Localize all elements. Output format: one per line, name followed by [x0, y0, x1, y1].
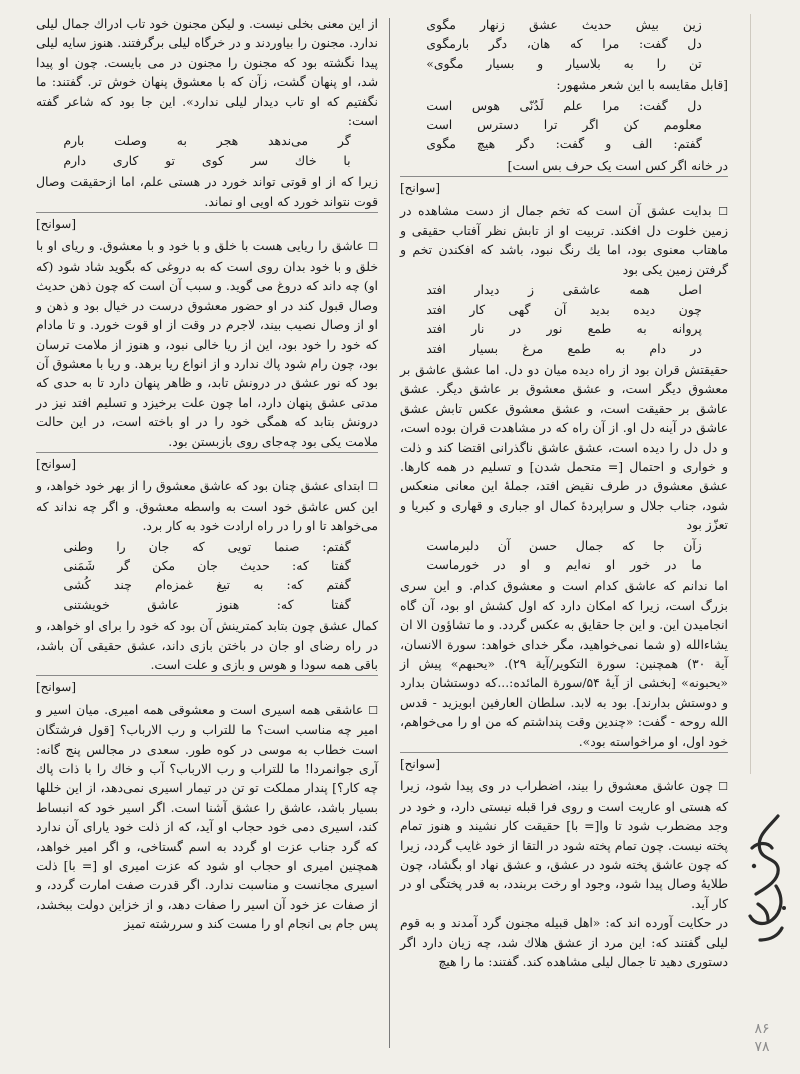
- note-text: [قابل مقایسه با این شعر مشهور:: [556, 77, 728, 93]
- poem-line: زآن جا که جمال حسن آن دلبرماست: [426, 537, 702, 553]
- section-rule: [400, 752, 728, 753]
- right-column: [400, 14, 728, 972]
- section-label: [سوانح]: [400, 181, 441, 196]
- section-rule: [36, 675, 378, 676]
- poem-line: پروانه به طمع نور در نار افتد: [426, 321, 702, 337]
- paragraph-text: ابتدای عشق چنان بود که عاشق معشوق را از بهر خود خواهد، و این کس عاشق خود است به واسطه معشوق. و اگر چه نداند که می‌خواهد تا او را در راه ارادت خود به کار برد.: [36, 478, 378, 534]
- paragraph: در حکایت آورده اند که: «اهل قبیله مجنون گرد آمدند و به قوم لیلی گفتند که: این مرد از عشق هلاك شد، چه زیان دارد اگر دستوری دهید تا جمال لیلی مشاهده کند. گفتند: ما را هیچ: [400, 915, 728, 970]
- paragraph: حقیقتش قران بود از راه دیده میان دو دل. اما عشق عاشق بر معشوق دیگر است، و عشق معشوق بر عاشق دیگر. عشق عاشق بر حقیقت است، و عشق معشوق عکس تابش عشق عاشق در آینه دل او. از آن راه که در مشاهدت قران بوده است، و دل دل را دیده است، عشق عاشق ناگذرانی اقتضا کند و ذلت و خواری و احتمال [= متحمل شدن] و تسلیم در همه کارها. عشق معشوق در طرف نقیض افتد، جملهٔ این معانی منعکس شود، جناب جلال و سراپردهٔ کمال او جباری و قهاری و کبریا و تعزّز بود: [400, 361, 728, 533]
- note-text: در خانه اگر کس است یک حرف بس است]: [507, 157, 728, 173]
- section-label: [سوانح]: [36, 680, 77, 695]
- poem-line: گفتم: صنما تویی که جان را وطنی: [63, 538, 351, 554]
- square-bullet-icon: ☐: [368, 703, 378, 717]
- poem-block: [426, 15, 702, 73]
- poem-block: [426, 536, 702, 575]
- section-label: [سوانح]: [400, 757, 441, 772]
- paragraph: [400, 201, 728, 280]
- paragraph-text: عاشقی همه اسیری است و معشوقی همه امیری. میان اسیر و امیر چه مناسب است؟ ما للتراب و رب الارباب؟ [قول فرشتگان است خطاب به موسی در کوه طور. سعدی در مجالس پنج گانه: آری جوانمردا! ما للتراب و رب الارباب؟ آب و خاك را با ذات پاك چه کار؟] پندار مملکت تو تن در تیمار اسیری نمی‌دهد، از این خللها بسیار باشد، عاشق را عشق آشنا است. اگر اسیر خود که انبساط کند، اسیری دمی خود حجاب او آید، که از ذلت خود یارای آن ندارد که گرد جناب عزت او گردد به اسم گستاخی، و اگر امیر خواهد، همچنین امیری او حجاب او شود که عزت امیری او [= با] ذلت اسیری مجانست و مناسبت ندارد. اگر قدرت صفت امارت گردد، و از صفات عز خود آن اسیر را صفات دهد، و از خزاین دولت ببخشد، پس جام بی انجام او را مست کند و سررشته تمیز: [36, 701, 378, 932]
- poem-line: با خاك سر کوی تو کاری دارم: [63, 152, 351, 168]
- paragraph: اما ندانم که عاشق کدام است و معشوق کدام. و این سری بزرگ است، زیرا که امکان دارد که اول کشش او بود، آن گاه انجامیدن این. و این جا حقایق به عکس گردد. و ما تشاؤون الا ان یشاءالله (و شما نمی‌خواهید، مگر خدای خواهد: سورة الانسان، آیة ۳۰) همچنین: سورة التکویر/آیة ۲۹). «یحبهم» پیش از «یحبونه» [بخشی از آیهٔ ۵۴/سورة المائده:...که دوستشان بدارد و دوستش بدارند]. بود به لابد. سلطان العارفین ابویزید - قدس الله روحه - گفت: «چندین وقت پنداشتم که من او را می‌خواهم، خود اول، او مراخواسته بود».: [400, 578, 728, 749]
- square-bullet-icon: ☐: [718, 204, 728, 218]
- square-bullet-icon: ☐: [718, 780, 728, 794]
- poem-line: زین بیش حدیث عشق زنهار مگوی: [426, 17, 702, 32]
- poem-line: تن را به بلاسیار و بسیار مگوی»: [426, 55, 702, 71]
- page-number: [742, 1020, 782, 1056]
- poem-line: دل گفت: مرا علم لَدُنّی هوس است: [426, 97, 702, 113]
- poem-line: اصل همه عاشقی ز دیدار افتد: [426, 282, 702, 298]
- poem-line: گفتم که: به تیغ غمزه‌ام چند کُشی: [63, 577, 351, 593]
- poem-line: دل گفت: مرا که هان، دگر بارمگوی: [426, 36, 702, 52]
- column-divider: [389, 18, 390, 1048]
- poem-line: گفتم: الف و گفت: دگر هیچ مگوی: [426, 136, 702, 152]
- left-column: [36, 14, 378, 934]
- poem-block: [63, 131, 350, 170]
- section-rule: [400, 176, 728, 177]
- poem-line: ما در خور او نه‌ایم و او در خورماست: [426, 556, 702, 572]
- poem-line: معلومم کن اگر ترا دسترس است: [426, 117, 702, 133]
- section-rule: [36, 212, 378, 213]
- poem-line: چون دیده بدید آن گهی کار افتد: [426, 301, 702, 317]
- margin-shade: [750, 14, 751, 774]
- section-rule: [36, 452, 378, 453]
- paragraph: کمال عشق چون بتابد کمترینش آن بود که خود را برای او خواهد، و در راه رضای او جان در باختن بازی داند، عشق حقیقی آن باشد، باقی همه سودا و هوس و بازی و علت است.: [36, 618, 378, 672]
- paragraph: [36, 700, 378, 934]
- square-bullet-icon: ☐: [368, 480, 378, 494]
- poem-line: در دام به طمع مرغ بسیار افتد: [426, 340, 702, 356]
- kerman-logo: [738, 808, 794, 948]
- poem-line: گفتا که: هنوز عاشق خویشتنی: [63, 596, 351, 612]
- poem-line: گفتا که: حدیث جان مکن گر شَمَنی: [63, 557, 351, 573]
- poem-block: [63, 537, 350, 615]
- paragraph: [36, 476, 378, 535]
- page-number-current: ۷۸: [754, 1039, 770, 1055]
- section-label: [سوانح]: [36, 456, 77, 471]
- paragraph-text: چون عاشق معشوق را بیند، اضطراب در وی پیدا شود، زیرا که هستی او عاریت است و روی فرا قبله نیستی دارد، و خود در وجد مضطرب شود تا وا[= با] حقیقت کار نشیند و هنوز تمام پخته نیست. چون تمام پخته شود در التقا از خود غایب گردد، زیرا که چون عاشق پخته شود در عشق، و عشق نهاد او بگشاد، چون طلایهٔ وصال پیدا شود، وجود او رخت بربندد، به قدر پختگی او در کار آید.: [400, 778, 728, 911]
- paragraph-text: بدایت عشق آن است که تخم جمال از دست مشاهده در زمین خلوت دل افکند. تربیت او از تابش نظر آفتاب حقیقی و ماهتاب معنوی بود، اما یك رنگ نبود، باشد که افکندن تخم و گرفتن زمین یکی بود: [400, 202, 728, 277]
- paragraph: [400, 776, 728, 913]
- paragraph: زیرا که از او قوتی تواند خورد در هستی علم، اما ازحقیقت وصال قوت نتواند خورد که اویی او نماند.: [36, 174, 378, 209]
- page-number-faded: ۸۶: [754, 1021, 770, 1037]
- square-bullet-icon: ☐: [368, 240, 378, 254]
- paragraph-text: عاشق را ریایی هست با خلق و با خود و با معشوق. و ریای او با خلق و با خود بدان روی است که به دروغی که بگوید شاد شود (که او) چه داند که دروغ می گوید. و سبب آن است که چون ذهن حدیث وصال قبول کند در او حضور معشوق درست در خیال بود و ذهن و او از وصال نصیب بیند، لاجرم در وقت از او قوت خورد. و تا مادام که خود را خود بود، این از ریا خالی نبود، و هنوز از ملامت ترسان بود، چون رام شود پاك ندارد و از انواع ریا برهد. و ریا با معشوق آن بود که نور عشق در درونش تابد، و ظاهر پنهان دارد تا به حدی که مدتی عشق پنهان دارد، اما چون علت برخیزد و تسلیم افتد نیز در درونش بتابد که همگی خود را در او باخته است، در این حالت ملامت یکی بود چه‌جای روی بازبستن بود.: [36, 238, 378, 449]
- section-label: [سوانح]: [36, 217, 77, 232]
- poem-line: گر می‌ندهد هجر به وصلت بارم: [63, 133, 351, 149]
- poem-block: [426, 280, 702, 358]
- paragraph: [36, 236, 378, 450]
- poem-block: [426, 96, 702, 154]
- paragraph: از این معنی بخلی نیست. و لیکن مجنون خود تاب ادراك جمال لیلی ندارد. مجنون را بیاوردند و در خرگاه لیلی برگرفتند. هنوز سایه لیلی پیدا نگشته بود که مجنون را مجنون در می بایست. چون او پیدا شد، او پنهان گشت، زآن که با معشوق پنهان خوش تر. گفتند: ما نگفتیم که او تاب دیدار لیلی ندارد». این جا بود که شاعر گفته است:: [36, 16, 378, 129]
